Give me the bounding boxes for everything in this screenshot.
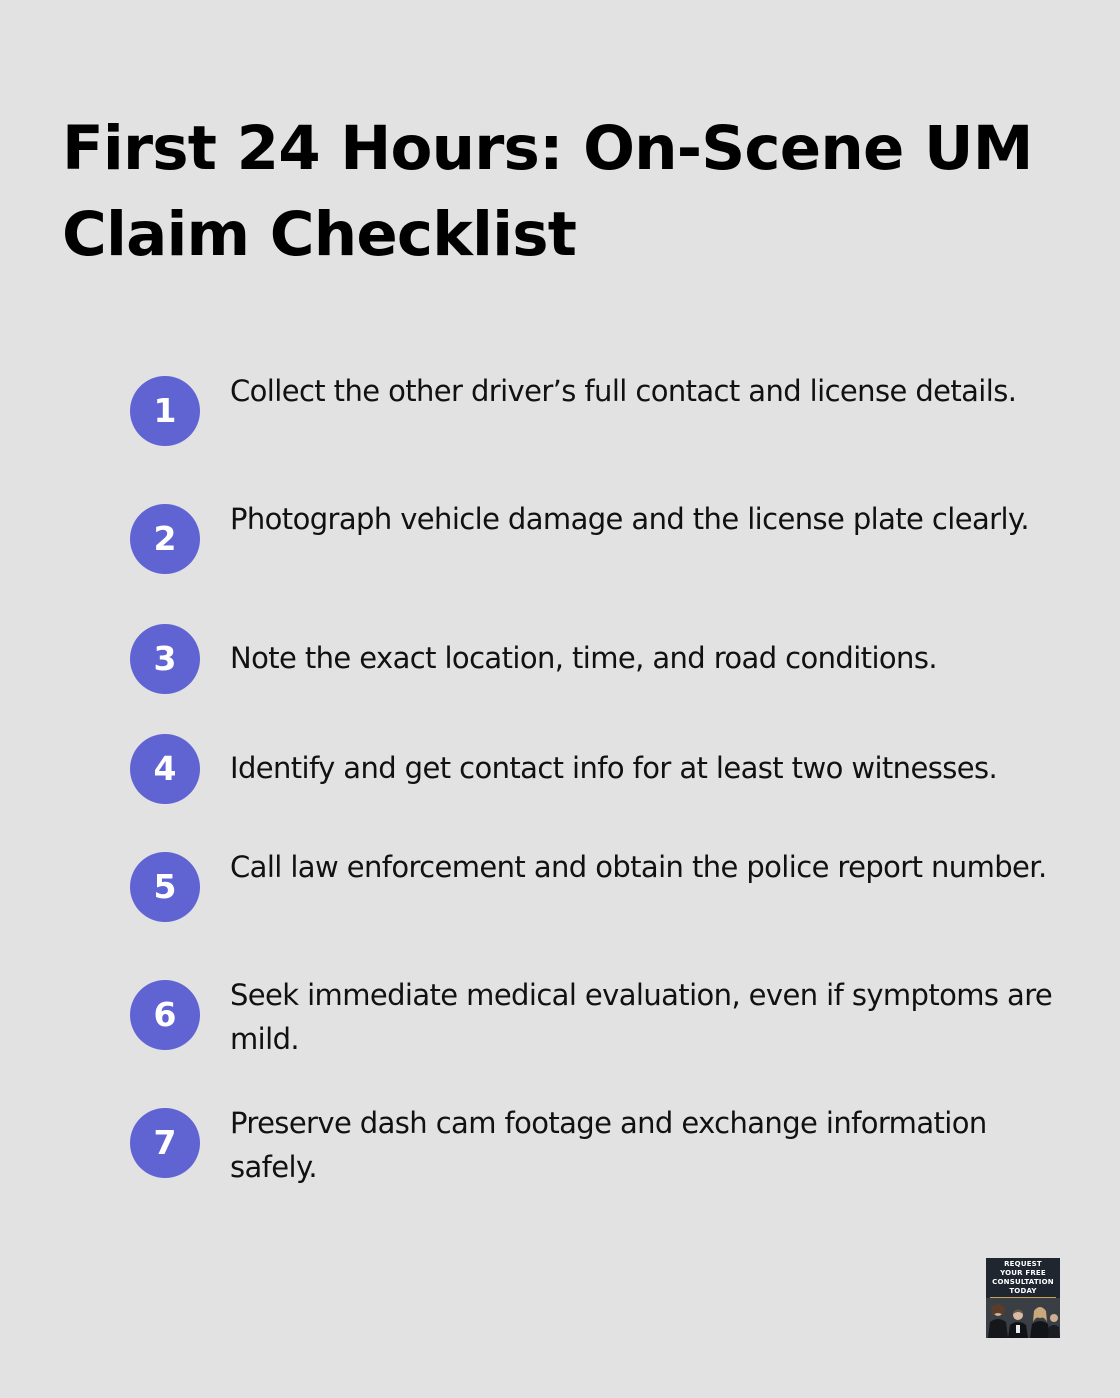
step-number-badge: 3 <box>130 624 200 694</box>
checklist-item-text: Photograph vehicle damage and the license plate clearly. <box>230 502 1029 536</box>
step-number-badge: 5 <box>130 852 200 922</box>
step-number-badge: 2 <box>130 504 200 574</box>
free-consultation-badge[interactable] <box>986 1258 1060 1338</box>
checklist-item-text: Collect the other driver’s full contact and license details. <box>230 374 1017 408</box>
checklist-item-text: Identify and get contact info for at least two witnesses. <box>230 751 998 785</box>
attorneys-photo <box>986 1298 1060 1338</box>
page-title: First 24 Hours: On-Scene UM Claim Checklist <box>62 113 1033 270</box>
checklist-item-5 <box>130 846 1060 934</box>
checklist-item-7 <box>130 1102 1060 1190</box>
step-number-badge: 7 <box>130 1108 200 1178</box>
checklist-item-3 <box>130 624 1060 712</box>
checklist-item-2 <box>130 498 1060 586</box>
step-number-badge: 4 <box>130 734 200 804</box>
checklist-item-text: Seek immediate medical evaluation, even if symptoms are mild. <box>230 978 1053 1056</box>
checklist-item-1 <box>130 370 1060 458</box>
step-number-badge: 6 <box>130 980 200 1050</box>
checklist-item-4 <box>130 734 1060 822</box>
checklist-item-text: Call law enforcement and obtain the police report number. <box>230 850 1047 884</box>
step-number-badge: 1 <box>130 376 200 446</box>
checklist-item-6 <box>130 974 1060 1062</box>
badge-caption: REQUEST YOUR FREE CONSULTATION TODAY <box>992 1260 1054 1295</box>
checklist-item-text: Note the exact location, time, and road conditions. <box>230 641 937 675</box>
checklist-item-text: Preserve dash cam footage and exchange information safely. <box>230 1106 987 1184</box>
